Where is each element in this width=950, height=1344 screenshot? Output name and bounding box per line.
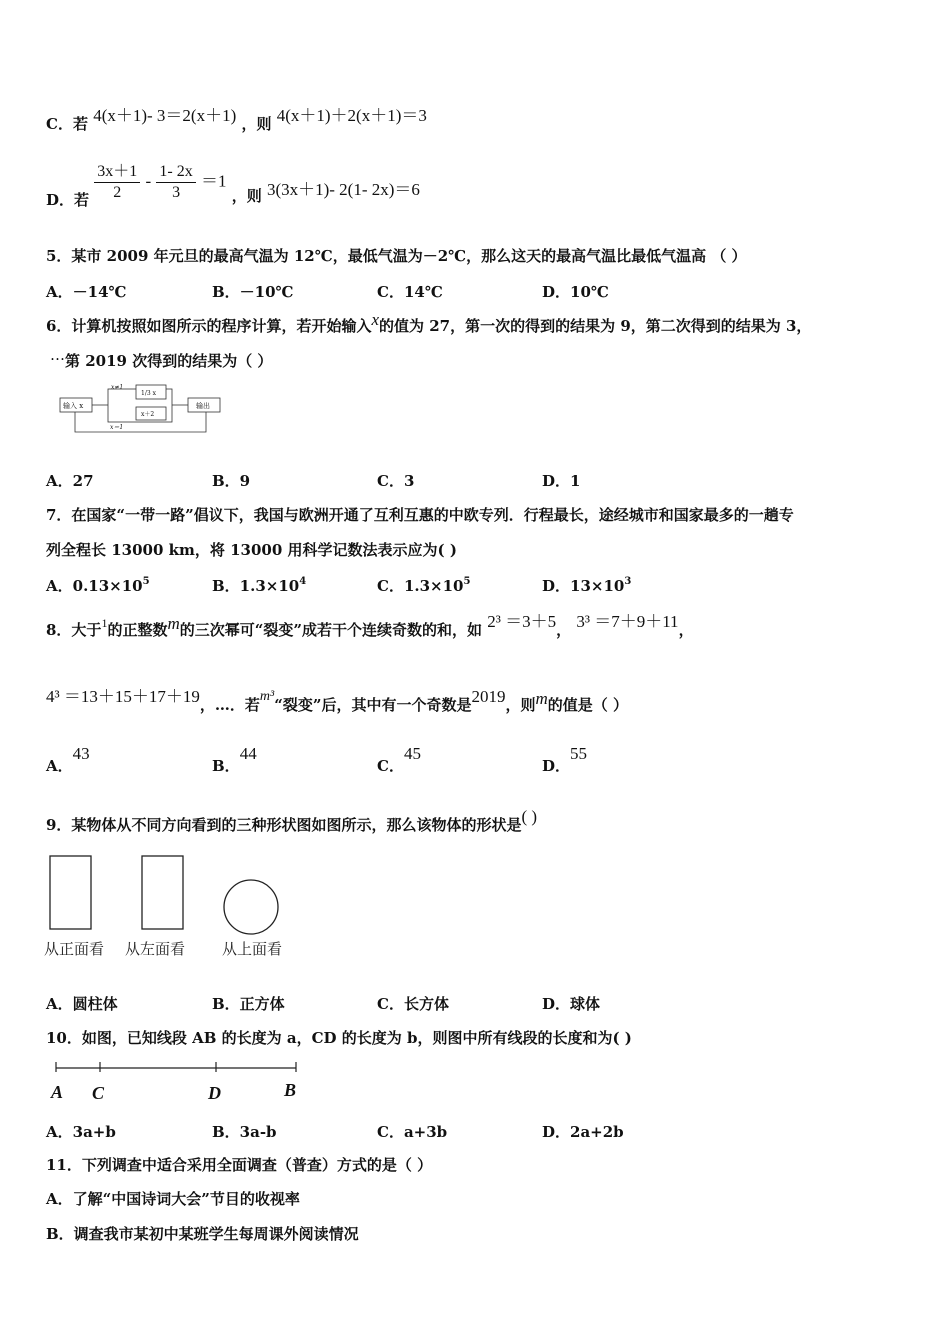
q9-option-a: A．圆柱体 — [46, 995, 118, 1013]
q10-point-b: B — [284, 1080, 297, 1100]
q6-option-a: A．27 — [46, 472, 94, 490]
q6-dots: … — [50, 346, 65, 364]
q4-d-frac2-den: 3 — [172, 184, 181, 201]
q4-d-frac1-num: 3x＋1 — [94, 162, 140, 183]
q5-option-b: B．－10℃ — [212, 283, 294, 301]
q8-comma: ， — [556, 621, 572, 639]
q9-top-view-circle — [224, 880, 278, 934]
q8-a-value: 43 — [72, 744, 90, 763]
q10-point-c: C — [92, 1083, 105, 1103]
q10-option-a: A．3a+b — [46, 1123, 116, 1141]
q8-one: 1 — [101, 616, 108, 630]
q8-m: m — [167, 614, 180, 633]
q4-d-result: 3(3x＋1)- 2(1- 2x)＝6 — [266, 179, 420, 199]
q8-stem-b4: 的值是（ ） — [547, 696, 628, 714]
q7-c-exp: 5 — [463, 576, 471, 587]
q8-2019: 2019 — [471, 687, 506, 706]
q8-example-1: 2³ ＝3＋5 — [487, 612, 557, 631]
q6-stem-line1 — [46, 310, 812, 336]
q4-d-then: ，则 — [231, 186, 262, 205]
q6-op2: x＋2 — [141, 411, 155, 418]
q10-option-b: B．3a-b — [212, 1123, 277, 1141]
q10-point-a: A — [51, 1082, 64, 1102]
q8-option-d — [542, 744, 588, 776]
q9-front-view-rect — [50, 856, 91, 929]
q9-stem-text: 9．某物体从不同方向看到的三种形状图如图所示，那么该物体的形状是 — [46, 816, 522, 834]
q7-a-base: A．0.13×10 — [46, 577, 143, 595]
q9-view-top: 从上面看 — [222, 940, 283, 958]
q8-d-value: 55 — [570, 744, 588, 763]
q8-a-letter: A． — [46, 757, 73, 775]
q4-option-c — [46, 106, 427, 134]
q6-input-text: 输入 x — [63, 402, 84, 410]
q7-stem-line2: 列全程长 13000 km，将 13000 用科学记数法表示应为( ) — [46, 541, 457, 559]
q6-stem-a: 6．计算机按照如图所示的程序计算，若开始输入 — [46, 317, 372, 335]
q7-c-base: C．1.3×10 — [377, 577, 464, 595]
q9-view-left: 从左面看 — [125, 940, 186, 958]
q4-d-fraction-1 — [94, 162, 140, 203]
q6-option-b: B．9 — [212, 472, 251, 490]
q8-stem-a2: 的正整数 — [107, 621, 168, 639]
q8-c-value: 45 — [403, 744, 421, 763]
q9-left-view-rect — [142, 856, 183, 929]
q8-comma-2: ， — [678, 621, 694, 639]
q7-d-exp: 3 — [624, 576, 632, 587]
q8-stem-a3: 的三次幂可“裂变”成若干个连续奇数的和，如 — [179, 621, 482, 639]
q11-stem: 11．下列调查中适合采用全面调查（普查）方式的是（ ） — [46, 1156, 433, 1174]
q4-d-letter: D．若 — [46, 190, 90, 209]
q8-stem-b3: ，则 — [505, 696, 536, 714]
q7-d-base: D．13×10 — [542, 577, 625, 595]
q7-b-exp: 4 — [299, 576, 307, 587]
q6-stem-b: 的值为 27，第一次的得到的结果为 9，第二次得到的结果为 3， — [379, 317, 812, 335]
q10-option-d: D．2a+2b — [542, 1123, 624, 1141]
q4-d-minus: - — [145, 171, 152, 191]
q10-option-c: C．a+3b — [377, 1123, 448, 1141]
q8-example-3: 4³ ＝13＋15＋17＋19 — [46, 687, 200, 706]
q4-c-result: 4(x＋1)＋2(x＋1)＝3 — [276, 106, 427, 125]
q4-d-frac2-num: 1- 2x — [156, 162, 195, 183]
q6-option-c: C．3 — [377, 472, 415, 490]
q6-cond1: x≠1 — [111, 384, 124, 391]
q7-option-c — [377, 575, 470, 596]
q4-c-letter: C．若 — [46, 115, 88, 133]
q7-option-a — [46, 575, 150, 596]
q6-flow-diagram — [58, 380, 228, 438]
q5-option-a: A．－14℃ — [46, 283, 127, 301]
q8-option-b — [212, 744, 257, 776]
q8-option-c — [377, 744, 421, 776]
q9-option-d: D．球体 — [542, 995, 601, 1013]
q9-view-front: 从正面看 — [44, 940, 105, 958]
q9-three-views — [40, 850, 300, 935]
q5-option-c: C．14℃ — [377, 283, 443, 301]
q8-b-value: 44 — [239, 744, 257, 763]
q8-stem-line1 — [46, 612, 694, 641]
q4-d-rhs: ＝1 — [200, 171, 227, 191]
q10-segment-figure — [48, 1058, 308, 1104]
q7-b-base: B．1.3×10 — [212, 577, 300, 595]
q6-stem-line2 — [50, 346, 273, 371]
q5-stem: 5．某市 2009 年元旦的最高气温为 12℃，最低气温为－2℃，那么这天的最高气温比最低气温高 （ ） — [46, 247, 747, 265]
q6-stem-c: 第 2019 次得到的结果为（ ） — [65, 352, 273, 370]
q8-stem-b2: “裂变”后，其中有一个奇数是 — [274, 696, 472, 714]
q6-op1: 1/3 x — [141, 390, 156, 397]
q4-option-d — [46, 162, 420, 209]
q4-d-fraction-2 — [156, 162, 195, 203]
q6-var: x — [371, 310, 379, 329]
q9-paren: ( ) — [521, 807, 538, 826]
q4-d-frac1-den: 2 — [113, 184, 122, 201]
q8-stem-line2 — [46, 687, 628, 717]
q10-stem: 10．如图，已知线段 AB 的长度为 a，CD 的长度为 b，则图中所有线段的长度和为( ) — [46, 1029, 632, 1047]
q8-option-a — [46, 744, 90, 776]
q8-m-2: m — [535, 689, 548, 708]
q8-d-letter: D． — [542, 757, 571, 775]
q7-a-exp: 5 — [142, 576, 150, 587]
q9-option-c: C．长方体 — [377, 995, 449, 1013]
q8-c-letter: C． — [377, 757, 404, 775]
q6-output-text: 输出 — [196, 402, 210, 410]
q4-c-equation: 4(x＋1)- 3＝2(x＋1) — [93, 106, 237, 125]
q10-point-d: D — [208, 1083, 221, 1103]
q7-option-b — [212, 575, 306, 596]
q6-option-d: D．1 — [542, 472, 581, 490]
q5-option-d: D．10℃ — [542, 283, 609, 301]
q8-stem-b1: ，…．若 — [199, 696, 260, 714]
q7-stem-line1: 7．在国家“一带一路”倡议下，我国与欧洲开通了互利互惠的中欧专列．行程最长，途经城市和国家最多的一趟专 — [46, 506, 794, 524]
q11-option-b: B．调查我市某初中某班学生每周课外阅读情况 — [46, 1225, 359, 1243]
q8-b-letter: B． — [212, 757, 240, 775]
q6-cond2: x＝1 — [110, 424, 124, 431]
q8-stem-a1: 8．大于 — [46, 621, 102, 639]
q9-stem — [46, 807, 538, 835]
q11-option-a: A．了解“中国诗词大会”节目的收视率 — [46, 1190, 300, 1208]
q8-m-cubed: m³ — [259, 689, 275, 704]
q4-c-then: ，则 — [241, 115, 272, 133]
q9-option-b: B．正方体 — [212, 995, 285, 1013]
q8-example-2: 3³ ＝7＋9＋11 — [576, 612, 679, 631]
q7-option-d — [542, 575, 631, 596]
